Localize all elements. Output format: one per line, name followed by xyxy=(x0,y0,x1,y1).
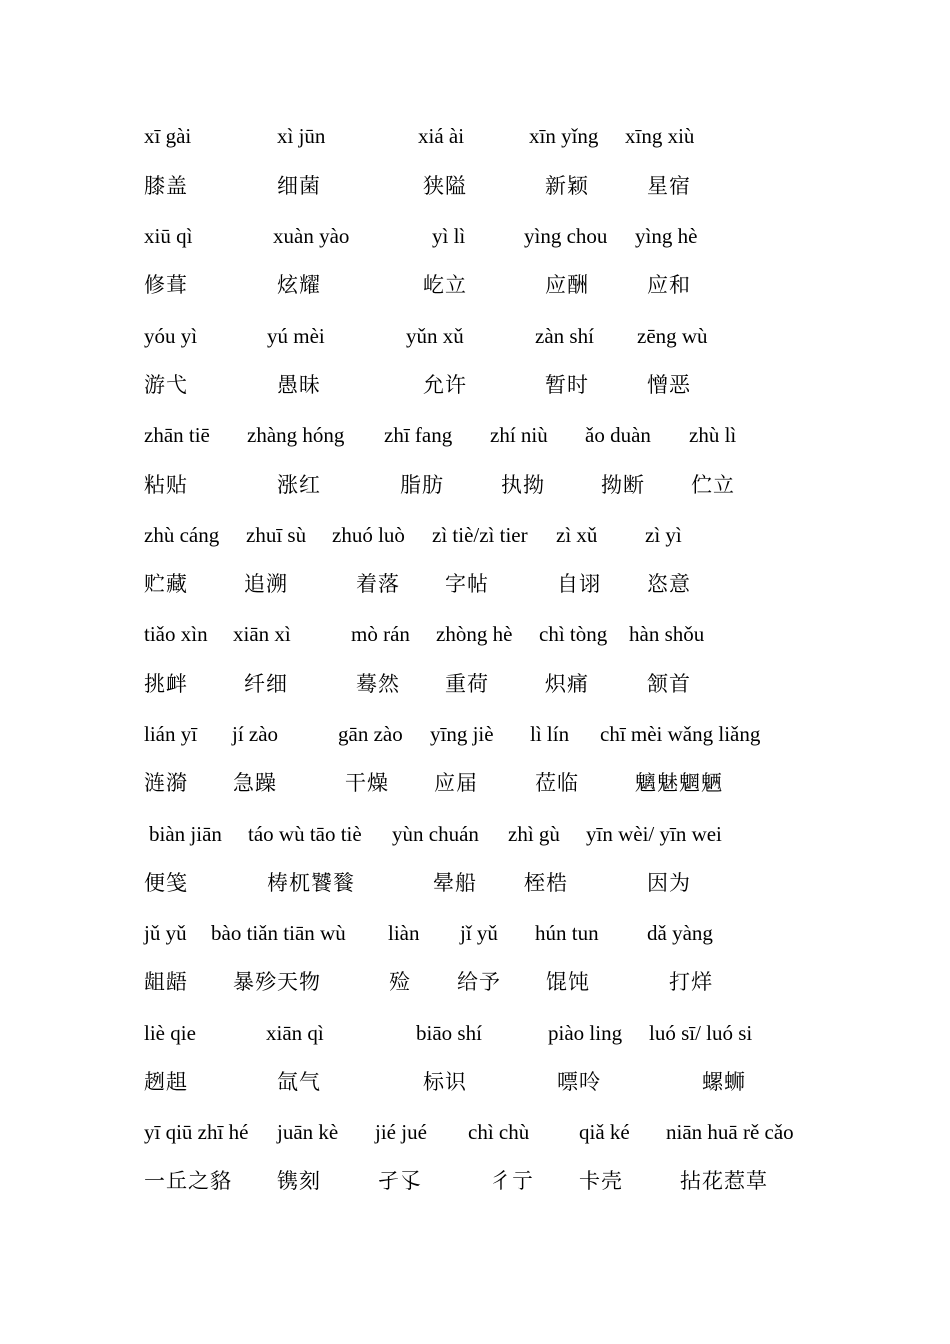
pinyin-cell: xuàn yào xyxy=(273,224,350,248)
hanzi-cell: 涨红 xyxy=(277,473,321,497)
pinyin-cell: bào tiǎn tiān wù xyxy=(211,921,346,945)
hanzi-cell: 馄饨 xyxy=(546,970,590,994)
pinyin-cell: biàn jiān xyxy=(149,822,222,846)
hanzi-row xyxy=(0,669,950,699)
hanzi-cell: 急躁 xyxy=(233,771,277,795)
pinyin-row xyxy=(0,819,950,849)
pinyin-cell: yóu yì xyxy=(144,324,198,348)
pinyin-cell: zhī fang xyxy=(384,423,453,447)
pinyin-cell: biāo shí xyxy=(416,1021,482,1045)
pinyin-cell: yì lì xyxy=(432,224,466,248)
pinyin-cell: yìng hè xyxy=(635,224,698,248)
pinyin-cell: xì jūn xyxy=(277,124,326,148)
hanzi-cell: 屹立 xyxy=(423,273,467,297)
pinyin-cell: yīn wèi/ yīn wei xyxy=(586,822,722,846)
hanzi-row xyxy=(0,470,950,500)
pinyin-cell: yī qiū zhī hé xyxy=(144,1120,249,1144)
pinyin-cell: zhān tiē xyxy=(144,423,210,447)
hanzi-cell: 晕船 xyxy=(433,871,477,895)
pinyin-cell: zhuī sù xyxy=(246,523,307,547)
hanzi-cell: 纤细 xyxy=(244,672,288,696)
hanzi-cell: 着落 xyxy=(356,572,400,596)
pinyin-cell: juān kè xyxy=(277,1120,339,1144)
hanzi-cell: 给予 xyxy=(457,970,501,994)
hanzi-cell: 莅临 xyxy=(535,771,579,795)
hanzi-cell: 卡壳 xyxy=(579,1169,623,1193)
pinyin-cell: chì chù xyxy=(468,1120,530,1144)
pinyin-cell: jǐ yǔ xyxy=(460,921,498,945)
pinyin-cell: xiá ài xyxy=(418,124,465,148)
pinyin-cell: jǔ yǔ xyxy=(144,921,187,945)
hanzi-cell: 执拗 xyxy=(501,473,545,497)
pinyin-row xyxy=(0,719,950,749)
pinyin-cell: zhòng hè xyxy=(436,622,513,646)
pinyin-cell: zhí niù xyxy=(490,423,548,447)
hanzi-row xyxy=(0,768,950,798)
hanzi-row xyxy=(0,370,950,400)
hanzi-cell: 蓦然 xyxy=(356,672,400,696)
hanzi-cell: 追溯 xyxy=(244,572,288,596)
pinyin-cell: liàn xyxy=(388,921,420,945)
hanzi-cell: 涟漪 xyxy=(144,771,188,795)
hanzi-cell: 孑孓 xyxy=(378,1169,422,1193)
hanzi-row xyxy=(0,868,950,898)
pinyin-cell: táo wù tāo tiè xyxy=(248,822,362,846)
hanzi-cell: 炽痛 xyxy=(545,672,589,696)
hanzi-cell: 炫耀 xyxy=(277,273,321,297)
hanzi-cell: 拈花惹草 xyxy=(680,1169,768,1193)
pinyin-cell: dǎ yàng xyxy=(647,921,713,945)
pinyin-cell: yùn chuán xyxy=(392,822,479,846)
hanzi-cell: 粘贴 xyxy=(144,473,188,497)
pinyin-cell: zì yì xyxy=(645,523,682,547)
pinyin-cell: xiān xì xyxy=(233,622,291,646)
hanzi-row xyxy=(0,1166,950,1196)
hanzi-cell: 挑衅 xyxy=(144,672,188,696)
hanzi-cell: 彳亍 xyxy=(490,1169,534,1193)
pinyin-cell: jí zào xyxy=(232,722,279,746)
hanzi-cell: 便笺 xyxy=(144,871,188,895)
pinyin-cell: zhàng hóng xyxy=(247,423,345,447)
hanzi-cell: 标识 xyxy=(423,1070,467,1094)
hanzi-cell: 应和 xyxy=(647,273,691,297)
hanzi-cell: 暂时 xyxy=(545,373,589,397)
pinyin-cell: xiān qì xyxy=(266,1021,324,1045)
hanzi-cell: 因为 xyxy=(647,871,691,895)
pinyin-cell: zhuó luò xyxy=(332,523,405,547)
hanzi-cell: 字帖 xyxy=(445,572,489,596)
hanzi-cell: 魑魅魍魉 xyxy=(635,771,723,795)
hanzi-cell: 应酬 xyxy=(545,273,589,297)
pinyin-cell: zēng wù xyxy=(637,324,708,348)
hanzi-cell: 憎恶 xyxy=(647,373,691,397)
hanzi-cell: 螺蛳 xyxy=(702,1070,746,1094)
hanzi-cell: 氙气 xyxy=(277,1070,321,1094)
pinyin-row xyxy=(0,121,950,151)
pinyin-row xyxy=(0,1117,950,1147)
pinyin-cell: yǔn xǔ xyxy=(406,324,464,348)
pinyin-cell: zhù cáng xyxy=(144,523,220,547)
hanzi-cell: 细菌 xyxy=(277,174,321,198)
pinyin-row xyxy=(0,520,950,550)
pinyin-cell: mò rán xyxy=(351,622,410,646)
pinyin-cell: chī mèi wǎng liǎng xyxy=(600,722,761,746)
pinyin-cell: yú mèi xyxy=(267,324,325,348)
pinyin-cell: xiū qì xyxy=(144,224,193,248)
pinyin-cell: yīng jiè xyxy=(430,722,494,746)
pinyin-cell: qiǎ ké xyxy=(579,1120,630,1144)
hanzi-cell: 新颖 xyxy=(545,174,589,198)
pinyin-cell: xī gài xyxy=(144,124,192,148)
pinyin-cell: xīng xiù xyxy=(625,124,695,148)
hanzi-cell: 游弋 xyxy=(144,373,188,397)
pinyin-cell: hún tun xyxy=(535,921,599,945)
pinyin-cell: zì xǔ xyxy=(556,523,598,547)
pinyin-row xyxy=(0,420,950,450)
hanzi-cell: 趔趄 xyxy=(144,1070,188,1094)
pinyin-cell: zhì gù xyxy=(508,822,560,846)
pinyin-cell: lián yī xyxy=(144,722,198,746)
hanzi-cell: 一丘之貉 xyxy=(144,1169,232,1193)
pinyin-cell: luó sī/ luó si xyxy=(649,1021,753,1045)
hanzi-cell: 暴殄天物 xyxy=(233,970,321,994)
hanzi-cell: 殓 xyxy=(389,970,411,994)
hanzi-cell: 镌刻 xyxy=(277,1169,321,1193)
pinyin-cell: liè qie xyxy=(144,1021,196,1045)
hanzi-cell: 应届 xyxy=(434,771,478,795)
pinyin-cell: zì tiè/zì tier xyxy=(432,523,528,547)
pinyin-row xyxy=(0,1018,950,1048)
pinyin-cell: ǎo duàn xyxy=(585,423,651,447)
hanzi-cell: 膝盖 xyxy=(144,174,188,198)
pinyin-cell: tiǎo xìn xyxy=(144,622,208,646)
hanzi-row xyxy=(0,171,950,201)
hanzi-cell: 自诩 xyxy=(557,572,601,596)
hanzi-cell: 脂肪 xyxy=(400,473,444,497)
pinyin-row xyxy=(0,619,950,649)
pinyin-cell: piào ling xyxy=(548,1021,623,1045)
hanzi-cell: 桎梏 xyxy=(524,871,568,895)
pinyin-cell: lì lín xyxy=(530,722,570,746)
hanzi-cell: 星宿 xyxy=(647,174,691,198)
pinyin-cell: zàn shí xyxy=(535,324,594,348)
pinyin-cell: hàn shǒu xyxy=(629,622,705,646)
pinyin-row xyxy=(0,321,950,351)
hanzi-cell: 打烊 xyxy=(669,970,713,994)
hanzi-cell: 梼杌饕餮 xyxy=(267,871,355,895)
hanzi-cell: 干燥 xyxy=(345,771,389,795)
hanzi-cell: 嘌呤 xyxy=(557,1070,601,1094)
hanzi-cell: 允许 xyxy=(423,373,467,397)
hanzi-row xyxy=(0,569,950,599)
hanzi-row xyxy=(0,967,950,997)
pinyin-cell: yìng chou xyxy=(524,224,608,248)
hanzi-cell: 伫立 xyxy=(691,473,735,497)
pinyin-cell: jié jué xyxy=(375,1120,427,1144)
hanzi-cell: 龃龉 xyxy=(144,970,188,994)
hanzi-cell: 重荷 xyxy=(445,672,489,696)
hanzi-row xyxy=(0,1067,950,1097)
pinyin-cell: xīn yǐng xyxy=(529,124,599,148)
pinyin-row xyxy=(0,918,950,948)
hanzi-cell: 恣意 xyxy=(647,572,691,596)
hanzi-cell: 愚昧 xyxy=(277,373,321,397)
hanzi-cell: 修葺 xyxy=(144,273,188,297)
pinyin-cell: chì tòng xyxy=(539,622,608,646)
hanzi-cell: 贮藏 xyxy=(144,572,188,596)
hanzi-cell: 拗断 xyxy=(601,473,645,497)
hanzi-cell: 颔首 xyxy=(647,672,691,696)
hanzi-cell: 狭隘 xyxy=(423,174,467,198)
hanzi-row xyxy=(0,270,950,300)
pinyin-row xyxy=(0,221,950,251)
pinyin-cell: zhù lì xyxy=(689,423,737,447)
pinyin-cell: gān zào xyxy=(338,722,403,746)
pinyin-cell: niān huā rě cǎo xyxy=(666,1120,794,1144)
